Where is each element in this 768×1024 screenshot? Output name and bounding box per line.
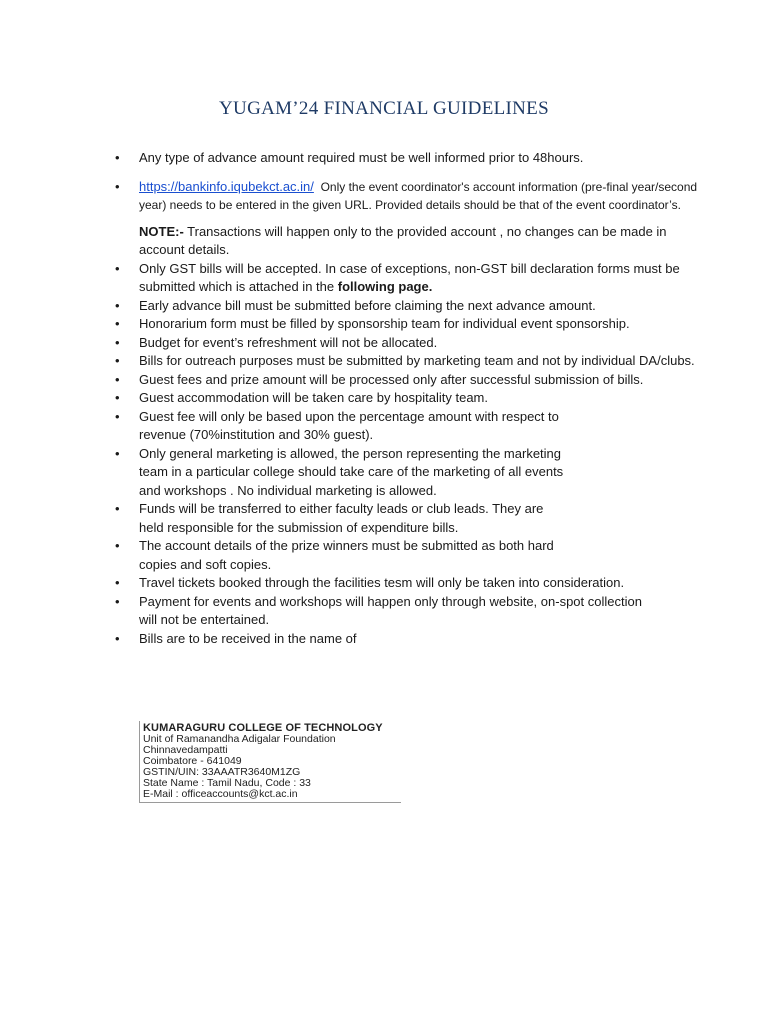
bullet-icon: • — [115, 630, 120, 646]
bullet-icon: • — [115, 501, 120, 516]
list-item — [111, 389, 711, 408]
guidelines-list — [111, 149, 711, 648]
list-item — [111, 315, 711, 334]
guideline-text: Travel tickets booked through the facilities tesm will only be taken into consideration. — [139, 575, 625, 590]
bullet-icon: • — [115, 150, 120, 165]
list-item — [111, 630, 711, 649]
guideline-text: Bills for outreach purposes must be submitted by marketing team and not by individual DA/clubs. — [139, 353, 695, 368]
list-item — [111, 371, 711, 390]
bullet-icon: • — [115, 334, 120, 350]
note-text: Transactions will happen only to the provided account , no changes can be made in account details. — [139, 223, 667, 257]
guideline-text: Honorarium form must be filled by sponsorship team for individual event sponsorship. — [139, 316, 630, 331]
bullet-icon: • — [115, 260, 120, 276]
guideline-text: Only general marketing is allowed, the person representing the marketing team in a particular college should take care of the marketing of all events and workshops . No individual marketing is allowed. — [139, 445, 564, 498]
bullet-icon: • — [115, 353, 120, 368]
list-item — [111, 500, 711, 537]
stamp-email-line: E-Mail : officeaccounts@kct.ac.in — [143, 788, 298, 800]
guideline-text: Guest fees and prize amount will be processed only after successful submission of bills. — [139, 371, 644, 387]
list-item — [111, 574, 711, 593]
list-item — [111, 334, 711, 353]
bankinfo-link[interactable]: https://bankinfo.iqubekct.ac.in/ — [139, 178, 314, 194]
bullet-icon: • — [115, 297, 120, 313]
list-item — [111, 297, 711, 316]
list-item — [111, 260, 711, 297]
bullet-icon: • — [115, 538, 120, 553]
bullet-icon: • — [115, 371, 120, 387]
guideline-text: Guest accommodation will be taken care by hospitality team. — [139, 390, 489, 405]
list-item — [111, 178, 711, 215]
stamp-gstin-line: GSTIN/UIN: 33AAATR3640M1ZG — [143, 766, 301, 778]
list-item — [111, 537, 711, 574]
list-item — [111, 149, 711, 168]
bullet-icon: • — [115, 178, 120, 194]
guideline-text: The account details of the prize winners must be submitted as both hard copies and soft copies. — [139, 538, 554, 572]
guideline-text: Bills are to be received in the name of — [139, 630, 357, 646]
college-address-stamp — [139, 721, 401, 803]
note-paragraph — [111, 223, 711, 260]
stamp-unit-line: Unit of Ramanandha Adigalar Foundation — [143, 733, 336, 745]
stamp-state-line: State Name : Tamil Nadu, Code : 33 — [143, 777, 311, 789]
list-item — [111, 445, 711, 501]
bullet-icon: • — [115, 445, 120, 461]
guideline-text: Funds will be transferred to either faculty leads or club leads. They are held responsible for the submission of expenditure bills. — [139, 501, 544, 535]
guideline-text: Guest fee will only be based upon the percentage amount with respect to revenue (70%institution and 30% guest). — [139, 408, 559, 442]
stamp-city-line: Coimbatore - 641049 — [143, 755, 242, 767]
following-page-text: following page. — [337, 279, 433, 294]
note-label: NOTE:- — [139, 223, 184, 239]
bullet-icon: • — [115, 316, 120, 331]
stamp-area-line: Chinnavedampatti — [143, 744, 228, 756]
guideline-text: Payment for events and workshops will happen only through website, on-spot collection will not be entertained. — [139, 593, 642, 627]
guideline-text: Any type of advance amount required must be well informed prior to 48hours. — [139, 150, 584, 165]
guideline-text: Only the event coordinator's account information (pre-final year/second year) needs to be entered in the given URL. Provided details should be that of the event coordinator’s. — [139, 179, 698, 212]
list-item — [111, 408, 711, 445]
stamp-college-name: KUMARAGURU COLLEGE OF TECHNOLOGY — [143, 722, 383, 734]
page-title: YUGAM’24 FINANCIAL GUIDELINES — [219, 98, 549, 119]
bullet-icon: • — [115, 575, 120, 590]
guideline-text: Only GST bills will be accepted. In case of exceptions, non-GST bill declaration forms must be submitted which is attached in the — [139, 260, 680, 294]
bullet-icon: • — [115, 408, 120, 424]
bullet-icon: • — [115, 593, 120, 609]
guideline-text: Early advance bill must be submitted before claiming the next advance amount. — [139, 297, 596, 313]
bullet-icon: • — [115, 390, 120, 405]
list-item — [111, 352, 711, 371]
guideline-text: Budget for event’s refreshment will not be allocated. — [139, 334, 438, 350]
list-item — [111, 593, 711, 630]
